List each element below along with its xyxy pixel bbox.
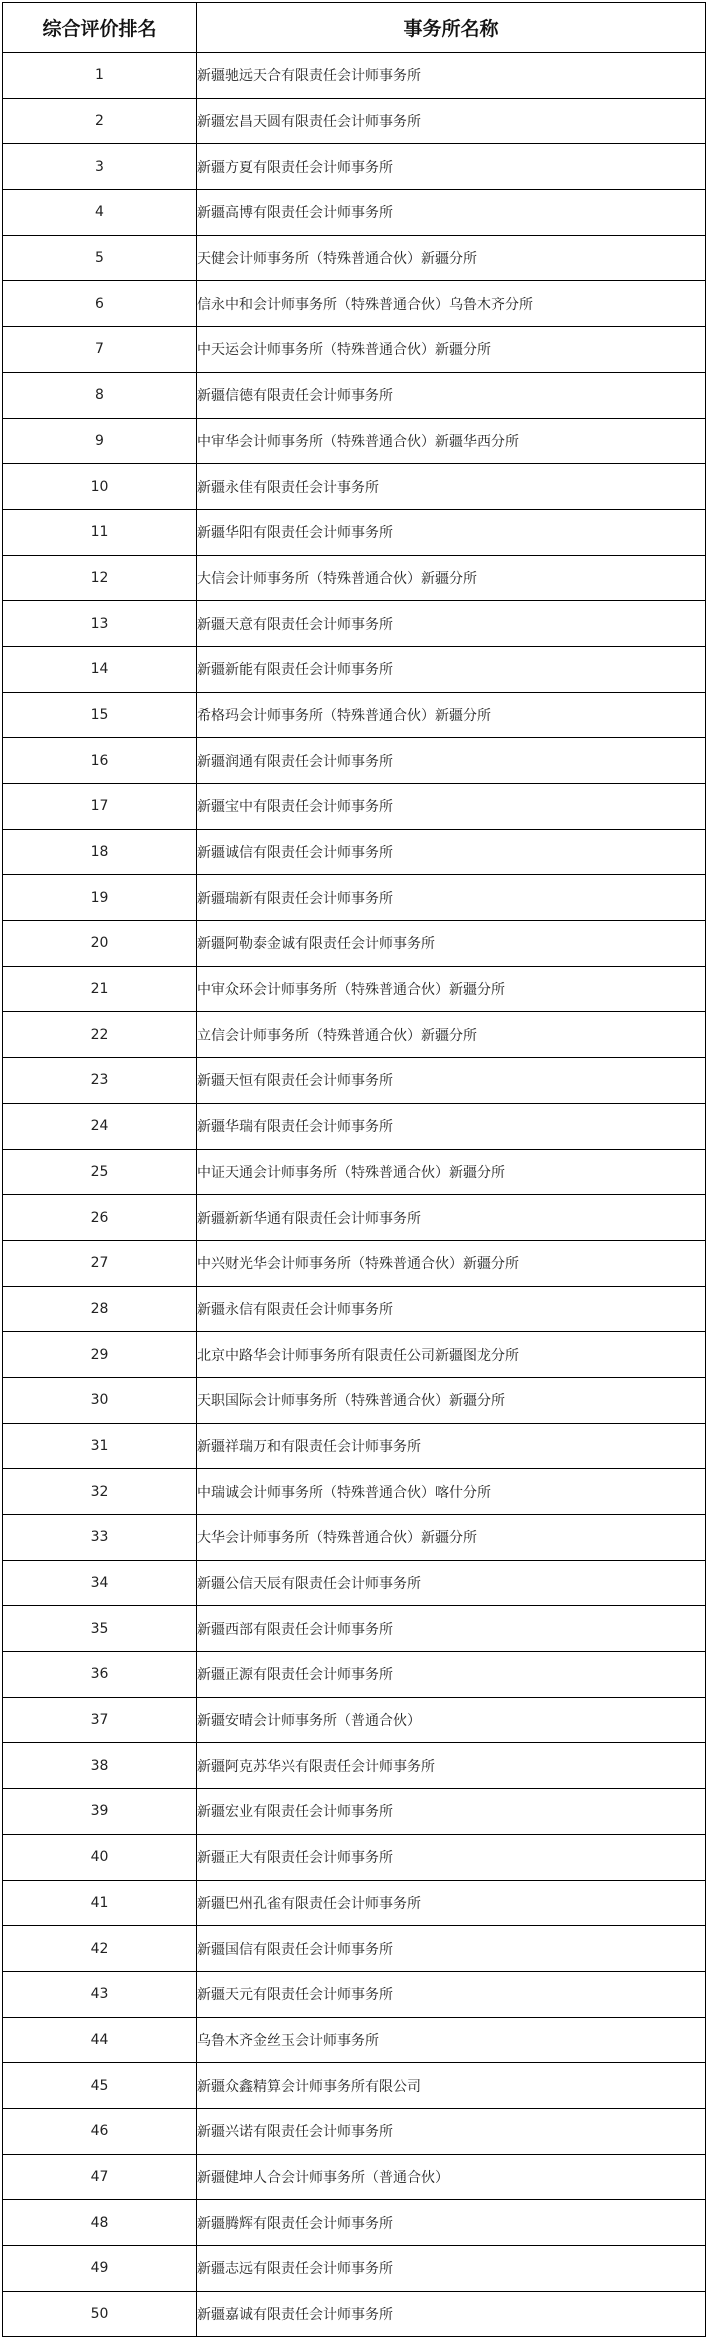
table-row xyxy=(3,1652,706,1698)
firm-name-cell: 乌鲁木齐金丝玉会计师事务所 xyxy=(197,2017,706,2063)
firm-name-cell: 新疆巴州孔雀有限责任会计师事务所 xyxy=(197,1880,706,1926)
rank-cell: 7 xyxy=(3,327,197,373)
rank-cell: 13 xyxy=(3,601,197,647)
table-row xyxy=(3,2246,706,2292)
table-row xyxy=(3,327,706,373)
firm-name-cell: 希格玛会计师事务所（特殊普通合伙）新疆分所 xyxy=(197,692,706,738)
rank-cell: 42 xyxy=(3,1926,197,1972)
table-row xyxy=(3,2108,706,2154)
table-row xyxy=(3,372,706,418)
table-row xyxy=(3,1423,706,1469)
table-row xyxy=(3,1058,706,1104)
rank-cell: 19 xyxy=(3,875,197,921)
header-firm-name: 事务所名称 xyxy=(197,3,706,53)
rank-cell: 39 xyxy=(3,1789,197,1835)
table-row xyxy=(3,692,706,738)
firm-name-cell: 新疆嘉诚有限责任会计师事务所 xyxy=(197,2291,706,2337)
firm-name-cell: 新疆宏昌天圆有限责任会计师事务所 xyxy=(197,98,706,144)
rank-cell: 4 xyxy=(3,190,197,236)
rank-cell: 9 xyxy=(3,418,197,464)
firm-name-cell: 信永中和会计师事务所（特殊普通合伙）乌鲁木齐分所 xyxy=(197,281,706,327)
rank-cell: 47 xyxy=(3,2154,197,2200)
firm-name-cell: 新疆众鑫精算会计师事务所有限公司 xyxy=(197,2063,706,2109)
rank-cell: 20 xyxy=(3,921,197,967)
firm-name-cell: 中证天通会计师事务所（特殊普通合伙）新疆分所 xyxy=(197,1149,706,1195)
header-row xyxy=(3,3,706,53)
table-row xyxy=(3,464,706,510)
firm-name-cell: 新疆瑞新有限责任会计师事务所 xyxy=(197,875,706,921)
firm-name-cell: 新疆新新华通有限责任会计师事务所 xyxy=(197,1195,706,1241)
rank-cell: 2 xyxy=(3,98,197,144)
table-row xyxy=(3,646,706,692)
table-row xyxy=(3,1606,706,1652)
firm-name-cell: 天职国际会计师事务所（特殊普通合伙）新疆分所 xyxy=(197,1377,706,1423)
firm-name-cell: 中审众环会计师事务所（特殊普通合伙）新疆分所 xyxy=(197,966,706,1012)
firm-name-cell: 新疆润通有限责任会计师事务所 xyxy=(197,738,706,784)
table-body xyxy=(3,53,706,2337)
rank-cell: 14 xyxy=(3,646,197,692)
firm-name-cell: 新疆阿克苏华兴有限责任会计师事务所 xyxy=(197,1743,706,1789)
firm-name-cell: 中审华会计师事务所（特殊普通合伙）新疆华西分所 xyxy=(197,418,706,464)
firm-name-cell: 新疆宝中有限责任会计师事务所 xyxy=(197,784,706,830)
table-row xyxy=(3,784,706,830)
firm-name-cell: 北京中路华会计师事务所有限责任公司新疆图龙分所 xyxy=(197,1332,706,1378)
rank-cell: 5 xyxy=(3,235,197,281)
rank-cell: 6 xyxy=(3,281,197,327)
firm-name-cell: 大华会计师事务所（特殊普通合伙）新疆分所 xyxy=(197,1515,706,1561)
firm-name-cell: 新疆阿勒泰金诚有限责任会计师事务所 xyxy=(197,921,706,967)
rank-cell: 17 xyxy=(3,784,197,830)
table-row xyxy=(3,509,706,555)
rank-cell: 30 xyxy=(3,1377,197,1423)
firm-name-cell: 新疆腾辉有限责任会计师事务所 xyxy=(197,2200,706,2246)
table-row xyxy=(3,2017,706,2063)
table-row xyxy=(3,1926,706,1972)
firm-name-cell: 新疆志远有限责任会计师事务所 xyxy=(197,2246,706,2292)
table-row xyxy=(3,875,706,921)
table-row xyxy=(3,98,706,144)
rank-cell: 27 xyxy=(3,1240,197,1286)
table-row xyxy=(3,144,706,190)
table-row xyxy=(3,966,706,1012)
rank-cell: 29 xyxy=(3,1332,197,1378)
rank-cell: 32 xyxy=(3,1469,197,1515)
firm-name-cell: 大信会计师事务所（特殊普通合伙）新疆分所 xyxy=(197,555,706,601)
table-row xyxy=(3,1834,706,1880)
rank-cell: 12 xyxy=(3,555,197,601)
firm-name-cell: 中瑞诚会计师事务所（特殊普通合伙）喀什分所 xyxy=(197,1469,706,1515)
table-row xyxy=(3,1195,706,1241)
firm-name-cell: 新疆健坤人合会计师事务所（普通合伙） xyxy=(197,2154,706,2200)
firm-name-cell: 新疆永信有限责任会计师事务所 xyxy=(197,1286,706,1332)
firm-name-cell: 新疆公信天辰有限责任会计师事务所 xyxy=(197,1560,706,1606)
table-row xyxy=(3,1377,706,1423)
rank-cell: 26 xyxy=(3,1195,197,1241)
firm-name-cell: 中兴财光华会计师事务所（特殊普通合伙）新疆分所 xyxy=(197,1240,706,1286)
rank-cell: 23 xyxy=(3,1058,197,1104)
firm-name-cell: 新疆高博有限责任会计师事务所 xyxy=(197,190,706,236)
firm-name-cell: 新疆诚信有限责任会计师事务所 xyxy=(197,829,706,875)
table-row xyxy=(3,555,706,601)
table-row xyxy=(3,53,706,99)
table-row xyxy=(3,190,706,236)
firm-name-cell: 新疆西部有限责任会计师事务所 xyxy=(197,1606,706,1652)
table-row xyxy=(3,829,706,875)
rank-cell: 24 xyxy=(3,1103,197,1149)
firm-name-cell: 新疆方夏有限责任会计师事务所 xyxy=(197,144,706,190)
table-row xyxy=(3,1697,706,1743)
rank-cell: 21 xyxy=(3,966,197,1012)
rank-cell: 48 xyxy=(3,2200,197,2246)
table-row xyxy=(3,1240,706,1286)
firm-name-cell: 新疆祥瑞万和有限责任会计师事务所 xyxy=(197,1423,706,1469)
table-row xyxy=(3,235,706,281)
rank-cell: 1 xyxy=(3,53,197,99)
rank-cell: 38 xyxy=(3,1743,197,1789)
rank-cell: 41 xyxy=(3,1880,197,1926)
rank-cell: 37 xyxy=(3,1697,197,1743)
table-row xyxy=(3,601,706,647)
rank-cell: 16 xyxy=(3,738,197,784)
firm-name-cell: 新疆兴诺有限责任会计师事务所 xyxy=(197,2108,706,2154)
rank-cell: 33 xyxy=(3,1515,197,1561)
table-row xyxy=(3,1971,706,2017)
table-row xyxy=(3,2200,706,2246)
rank-cell: 10 xyxy=(3,464,197,510)
rank-cell: 31 xyxy=(3,1423,197,1469)
table-row xyxy=(3,418,706,464)
table-row xyxy=(3,1103,706,1149)
table-row xyxy=(3,1560,706,1606)
table-row xyxy=(3,1789,706,1835)
rank-cell: 45 xyxy=(3,2063,197,2109)
firm-name-cell: 新疆天恒有限责任会计师事务所 xyxy=(197,1058,706,1104)
rank-cell: 3 xyxy=(3,144,197,190)
table-row xyxy=(3,738,706,784)
rank-cell: 49 xyxy=(3,2246,197,2292)
rank-cell: 40 xyxy=(3,1834,197,1880)
firm-name-cell: 立信会计师事务所（特殊普通合伙）新疆分所 xyxy=(197,1012,706,1058)
header-rank: 综合评价排名 xyxy=(3,3,197,53)
firm-name-cell: 新疆天元有限责任会计师事务所 xyxy=(197,1971,706,2017)
rank-cell: 44 xyxy=(3,2017,197,2063)
rank-cell: 43 xyxy=(3,1971,197,2017)
firm-name-cell: 天健会计师事务所（特殊普通合伙）新疆分所 xyxy=(197,235,706,281)
table-row xyxy=(3,2291,706,2337)
firm-name-cell: 新疆安晴会计师事务所（普通合伙） xyxy=(197,1697,706,1743)
rank-cell: 28 xyxy=(3,1286,197,1332)
firm-name-cell: 新疆正大有限责任会计师事务所 xyxy=(197,1834,706,1880)
firm-name-cell: 新疆华阳有限责任会计师事务所 xyxy=(197,509,706,555)
rank-cell: 22 xyxy=(3,1012,197,1058)
rank-cell: 18 xyxy=(3,829,197,875)
firm-name-cell: 新疆信德有限责任会计师事务所 xyxy=(197,372,706,418)
table-row xyxy=(3,1880,706,1926)
rank-cell: 46 xyxy=(3,2108,197,2154)
rank-cell: 36 xyxy=(3,1652,197,1698)
rank-cell: 11 xyxy=(3,509,197,555)
firm-name-cell: 新疆国信有限责任会计师事务所 xyxy=(197,1926,706,1972)
rank-cell: 50 xyxy=(3,2291,197,2337)
firm-name-cell: 新疆永佳有限责任会计事务所 xyxy=(197,464,706,510)
table-row xyxy=(3,1286,706,1332)
table-row xyxy=(3,921,706,967)
table-row xyxy=(3,1515,706,1561)
ranking-table xyxy=(2,2,706,2337)
firm-name-cell: 新疆驰远天合有限责任会计师事务所 xyxy=(197,53,706,99)
table-row xyxy=(3,1012,706,1058)
rank-cell: 15 xyxy=(3,692,197,738)
firm-name-cell: 新疆新能有限责任会计师事务所 xyxy=(197,646,706,692)
rank-cell: 34 xyxy=(3,1560,197,1606)
table-row xyxy=(3,1332,706,1378)
firm-name-cell: 中天运会计师事务所（特殊普通合伙）新疆分所 xyxy=(197,327,706,373)
rank-cell: 25 xyxy=(3,1149,197,1195)
firm-name-cell: 新疆华瑞有限责任会计师事务所 xyxy=(197,1103,706,1149)
table-row xyxy=(3,2154,706,2200)
firm-name-cell: 新疆天意有限责任会计师事务所 xyxy=(197,601,706,647)
rank-cell: 8 xyxy=(3,372,197,418)
table-row xyxy=(3,281,706,327)
table-row xyxy=(3,2063,706,2109)
firm-name-cell: 新疆正源有限责任会计师事务所 xyxy=(197,1652,706,1698)
table-row xyxy=(3,1469,706,1515)
table-row xyxy=(3,1149,706,1195)
firm-name-cell: 新疆宏业有限责任会计师事务所 xyxy=(197,1789,706,1835)
rank-cell: 35 xyxy=(3,1606,197,1652)
table-row xyxy=(3,1743,706,1789)
